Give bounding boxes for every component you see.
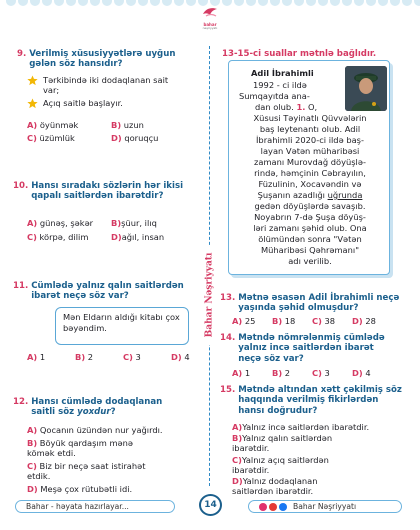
passage-line: dan olub. 1. O, <box>255 102 318 112</box>
option-c[interactable]: C) üzümlük <box>27 133 75 143</box>
option-a[interactable]: A)Yalnız incə saitlərdən ibarətdir. <box>232 422 370 432</box>
option-c[interactable]: C)Yalnız açıq saitlərdən ibarətdir. <box>232 455 329 476</box>
passage-line: rində, həmçinin Cəbrayılın, <box>254 168 366 178</box>
publisher-logo <box>198 4 222 30</box>
star-bullet-icon <box>27 98 38 109</box>
feature-1: Tərkibində iki dodaqlanan sait var; <box>43 75 169 96</box>
option-d[interactable]: D) 28 <box>352 316 376 326</box>
border-tick <box>258 0 268 6</box>
border-tick <box>378 0 388 6</box>
border-tick <box>102 0 112 6</box>
option-d[interactable]: D) qoruqçu <box>111 133 159 143</box>
border-tick <box>222 0 232 6</box>
border-tick <box>354 0 364 6</box>
option-c[interactable]: C) körpə, dilim <box>27 232 89 242</box>
underlined-word: uğrunda <box>327 190 363 200</box>
border-tick <box>90 0 100 6</box>
question-12 <box>13 397 183 418</box>
youtube-icon[interactable] <box>269 503 277 511</box>
question-number: 15. <box>220 385 236 395</box>
option-c[interactable]: C) Biz bir neçə saat istirahət etdik. <box>27 461 146 482</box>
question-number: 9. <box>17 49 27 59</box>
border-tick <box>138 0 148 6</box>
question-number: 13. <box>220 293 236 303</box>
passage-line: İbrahimli 2020-ci ildə baş- <box>255 135 364 145</box>
border-tick <box>246 0 256 6</box>
border-tick <box>318 0 328 6</box>
border-tick <box>282 0 292 6</box>
passage-line: Şuşanın azadlığı uğrunda <box>257 190 363 200</box>
question-text: Mətndə nömrələnmiş cümlədə yalnız incə saitlərdən ibarət neçə söz var? <box>238 333 385 364</box>
option-b[interactable]: B) 18 <box>272 316 296 326</box>
passage-line: gedən döyüşlərdə savaşıb. <box>254 201 366 211</box>
option-b[interactable]: B) uzun <box>111 120 144 130</box>
border-tick <box>390 0 400 6</box>
border-tick <box>126 0 136 6</box>
feature-2: Açıq saitlə başlayır. <box>43 98 123 108</box>
passage-line: ləri zamanı şəhid olub. Onа <box>253 223 367 233</box>
passage-line: adı verilib. <box>288 256 332 266</box>
passage-line: Müharibəsi Qəhrəmanı" <box>260 245 360 255</box>
border-tick <box>30 0 40 6</box>
border-tick <box>342 0 352 6</box>
option-b[interactable]: B) 2 <box>272 368 291 378</box>
question-text: Mətnə əsasən Adil İbrahimli neçə yaşında şəhid olmuşdur? <box>238 293 400 314</box>
border-tick <box>18 0 28 6</box>
option-b[interactable]: B) Böyük qardaşım mənə kömək etdi. <box>27 438 134 459</box>
side-label-tab <box>198 245 221 345</box>
border-tick <box>330 0 340 6</box>
option-a[interactable]: A) 1 <box>27 352 46 362</box>
border-tick <box>150 0 160 6</box>
option-b[interactable]: B)Yalnız qalın saitlərdən ibarətdir. <box>232 433 333 454</box>
border-tick <box>114 0 124 6</box>
logo-subtext: nəşriyyatı <box>202 26 218 31</box>
option-b[interactable]: B)şüur, ilıq <box>111 218 157 228</box>
border-tick <box>162 0 172 6</box>
quote-sentence: Mən Eldarın aldığı kitabı çox bəyəndim. <box>55 307 189 345</box>
option-a[interactable]: A) 1 <box>232 368 251 378</box>
question-number: 14. <box>220 333 236 343</box>
border-tick <box>414 0 420 6</box>
star-bullet-icon <box>27 75 38 86</box>
question-text: Hansı sıradakı sözlərin hər ikisi qapalı saitlərdən ibarətdir? <box>31 181 184 202</box>
option-b[interactable]: B) 2 <box>75 352 94 362</box>
passage-line: zamanı Murovdağ döyüşlə- <box>254 157 366 167</box>
question-text: Hansı cümlədə dodaqlanan saitli söz yoxdur? <box>31 397 163 418</box>
border-tick <box>270 0 280 6</box>
option-c[interactable]: C) 3 <box>312 368 330 378</box>
passage-line: layan Vətən müharibəsi <box>260 146 360 156</box>
publisher-name: Bahar Nəşriyyatı <box>293 502 357 511</box>
option-a[interactable]: A) Qocanın üzündən nur yağırdı. <box>27 425 163 435</box>
border-tick <box>294 0 304 6</box>
question-9 <box>17 49 187 70</box>
instagram-icon[interactable] <box>259 503 267 511</box>
border-tick <box>54 0 64 6</box>
question-number: 12. <box>13 397 29 407</box>
option-d[interactable]: D)Yalnız dodaqlanan saitlərdən ibarətdir. <box>232 476 318 497</box>
footer-slogan: Bahar - həyata hazırlayar... <box>15 500 175 513</box>
question-number: 11. <box>13 281 29 291</box>
option-d[interactable]: D) Meşə çox rütubətli idi. <box>27 484 133 494</box>
footer-publisher <box>248 500 402 513</box>
soldier-portrait-icon <box>345 66 387 111</box>
option-d[interactable]: D)ağıl, insan <box>111 232 165 242</box>
question-15 <box>220 385 405 416</box>
question-text: Mətndə altından xətt çəkilmiş söz haqqında verilmiş fikirlərdən hansı doğrudur? <box>238 385 402 416</box>
passage-line: Xüsusi Təyinatlı Qüvvələrin <box>253 113 367 123</box>
passage-header: 13-15-ci suallar mətnlə bağlıdır. <box>222 49 377 59</box>
border-tick <box>78 0 88 6</box>
passage-line: Noyabrın 7-də Şuşa döyüş- <box>254 212 366 222</box>
passage-line: Sumqayıtda ana- <box>239 91 310 101</box>
passage-box <box>228 60 390 275</box>
question-13 <box>220 293 410 314</box>
option-c[interactable]: C) 3 <box>123 352 141 362</box>
passage-line: 1992 - ci ildə <box>253 80 307 90</box>
question-number: 10. <box>13 181 29 191</box>
question-text: Cümlədə yalnız qalın saitlərdən ibarət neçə söz var? <box>31 281 184 302</box>
question-11 <box>13 281 188 302</box>
option-d[interactable]: D) 4 <box>352 368 371 378</box>
option-c[interactable]: C) 38 <box>312 316 336 326</box>
border-tick <box>402 0 412 6</box>
side-label: Bahar Nəşriyyatı <box>204 252 215 338</box>
portrait-photo <box>345 66 387 111</box>
option-a[interactable]: A) 25 <box>232 316 256 326</box>
bird-logo-icon <box>200 4 220 20</box>
logo-text: bahar <box>203 22 217 28</box>
passage-line: ölümündən sonra "Vətən <box>258 234 362 244</box>
border-tick <box>306 0 316 6</box>
border-tick <box>234 0 244 6</box>
page-number: 14 <box>199 494 222 516</box>
border-tick <box>6 0 16 6</box>
passage-line: baş leytenantı olub. Adil <box>259 124 361 134</box>
passage-line: Füzulinin, Xocavəndin və <box>258 179 362 189</box>
question-text: Verilmiş xüsusiyyətlərə uyğun gələn söz hansıdır? <box>29 49 176 70</box>
border-tick <box>366 0 376 6</box>
option-a[interactable]: A) öyünmək <box>27 120 79 130</box>
border-tick <box>186 0 196 6</box>
question-10 <box>13 181 185 202</box>
option-d[interactable]: D) 4 <box>171 352 190 362</box>
border-tick <box>174 0 184 6</box>
facebook-icon[interactable] <box>279 503 287 511</box>
border-tick <box>66 0 76 6</box>
option-a[interactable]: A) günəş, şəkər <box>27 218 94 228</box>
passage-line: Adil İbrahimli <box>251 68 314 78</box>
question-14 <box>220 333 390 364</box>
border-tick <box>42 0 52 6</box>
